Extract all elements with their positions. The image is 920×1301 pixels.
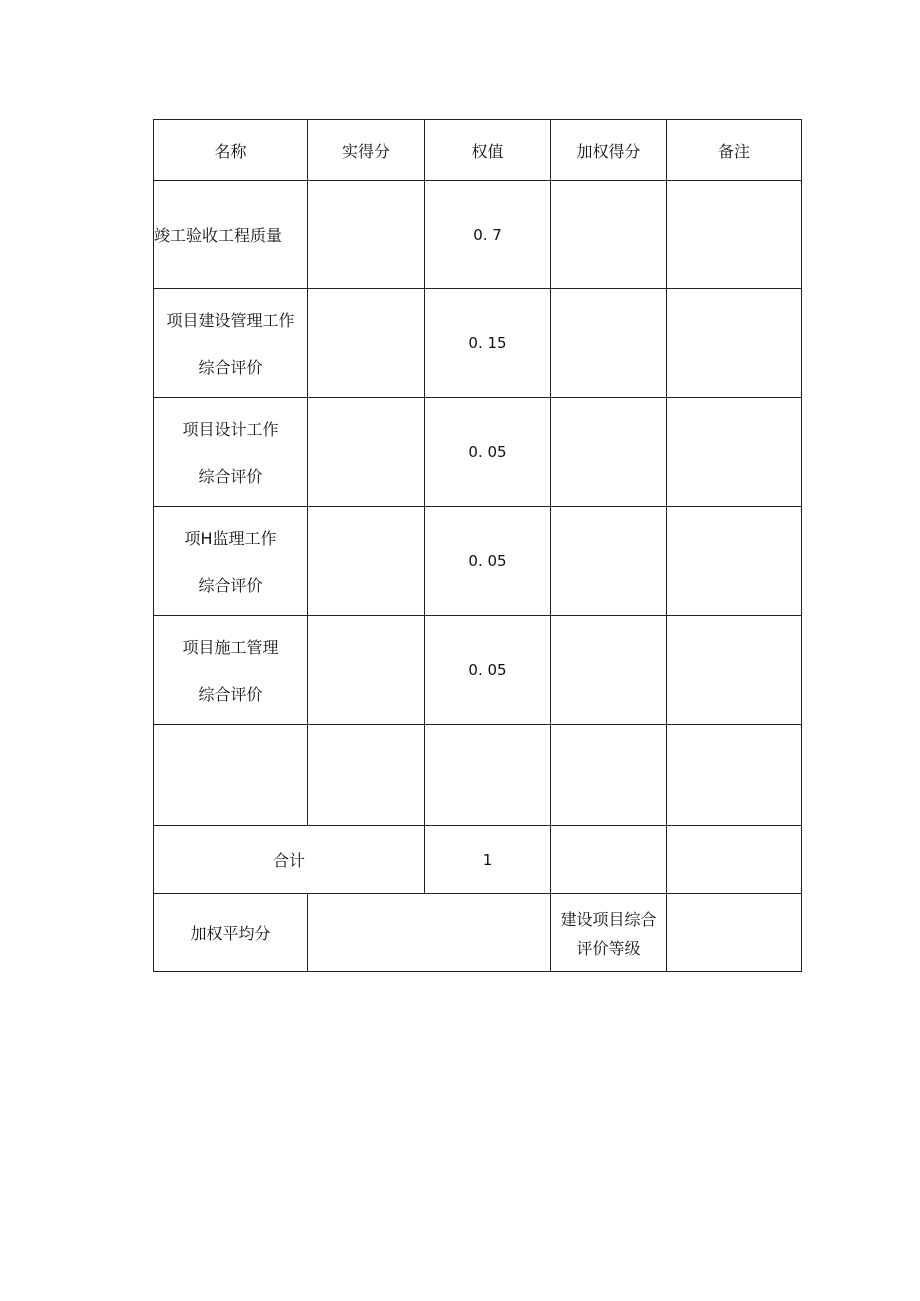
weight-cell: 0. 05 [425, 398, 551, 507]
weighted-average-value-cell[interactable] [308, 894, 551, 972]
row-name: 项目施工管理 [182, 638, 279, 657]
evaluation-sheet [153, 119, 801, 972]
actual-score-cell[interactable] [308, 289, 425, 398]
row-name-cell [154, 181, 308, 289]
remarks-cell[interactable] [667, 616, 802, 725]
row-name-sub: 综合评价 [198, 358, 263, 377]
total-weighted-score-cell[interactable] [551, 826, 667, 894]
empty-name-cell[interactable] [154, 725, 308, 826]
grade-label-sub: 评价等级 [576, 938, 641, 958]
header-weight: 权值 [425, 120, 551, 181]
remarks-cell[interactable] [667, 507, 802, 616]
empty-row [154, 725, 802, 826]
weight-cell[interactable] [425, 725, 551, 826]
total-label: 合计 [154, 826, 425, 894]
row-name: 项目建设管理工作 [166, 311, 295, 330]
grade-value-cell[interactable] [667, 894, 802, 972]
weighted-average-label: 加权平均分 [154, 894, 308, 972]
row-name-sub: 综合评价 [198, 685, 263, 704]
weighted-score-cell[interactable] [551, 398, 667, 507]
row-name: 项H监理工作 [184, 529, 277, 548]
weighted-score-cell[interactable] [551, 725, 667, 826]
header-actual-score: 实得分 [308, 120, 425, 181]
row-name-sub: 综合评价 [198, 467, 263, 486]
table-row [154, 616, 802, 725]
table-row [154, 507, 802, 616]
row-name-cell [154, 616, 308, 725]
table-row [154, 289, 802, 398]
row-name-cell [154, 398, 308, 507]
remarks-cell[interactable] [667, 289, 802, 398]
actual-score-cell[interactable] [308, 181, 425, 289]
remarks-cell[interactable] [667, 398, 802, 507]
weight-cell: 0. 7 [425, 181, 551, 289]
weighted-score-cell[interactable] [551, 507, 667, 616]
grade-label-cell [551, 894, 667, 972]
total-remarks-cell[interactable] [667, 826, 802, 894]
header-weighted-score: 加权得分 [551, 120, 667, 181]
summary-row [154, 894, 802, 972]
total-row [154, 826, 802, 894]
remarks-cell[interactable] [667, 725, 802, 826]
actual-score-cell[interactable] [308, 725, 425, 826]
grade-label: 建设项目综合 [560, 909, 657, 929]
weight-cell: 0. 05 [425, 616, 551, 725]
table-row [154, 398, 802, 507]
row-name-sub: 综合评价 [198, 576, 263, 595]
header-name: 名称 [154, 120, 308, 181]
row-name: 竣工验收工程质量 [154, 226, 283, 245]
actual-score-cell[interactable] [308, 398, 425, 507]
header-remarks: 备注 [667, 120, 802, 181]
row-name: 项目设计工作 [182, 420, 279, 439]
row-name-cell [154, 507, 308, 616]
actual-score-cell[interactable] [308, 507, 425, 616]
weight-cell: 0. 15 [425, 289, 551, 398]
evaluation-table [153, 119, 802, 972]
total-weight: 1 [425, 826, 551, 894]
remarks-cell[interactable] [667, 181, 802, 289]
weight-cell: 0. 05 [425, 507, 551, 616]
weighted-score-cell[interactable] [551, 289, 667, 398]
weighted-score-cell[interactable] [551, 616, 667, 725]
table-header-row [154, 120, 802, 181]
actual-score-cell[interactable] [308, 616, 425, 725]
row-name-cell [154, 289, 308, 398]
table-row [154, 181, 802, 289]
weighted-score-cell[interactable] [551, 181, 667, 289]
